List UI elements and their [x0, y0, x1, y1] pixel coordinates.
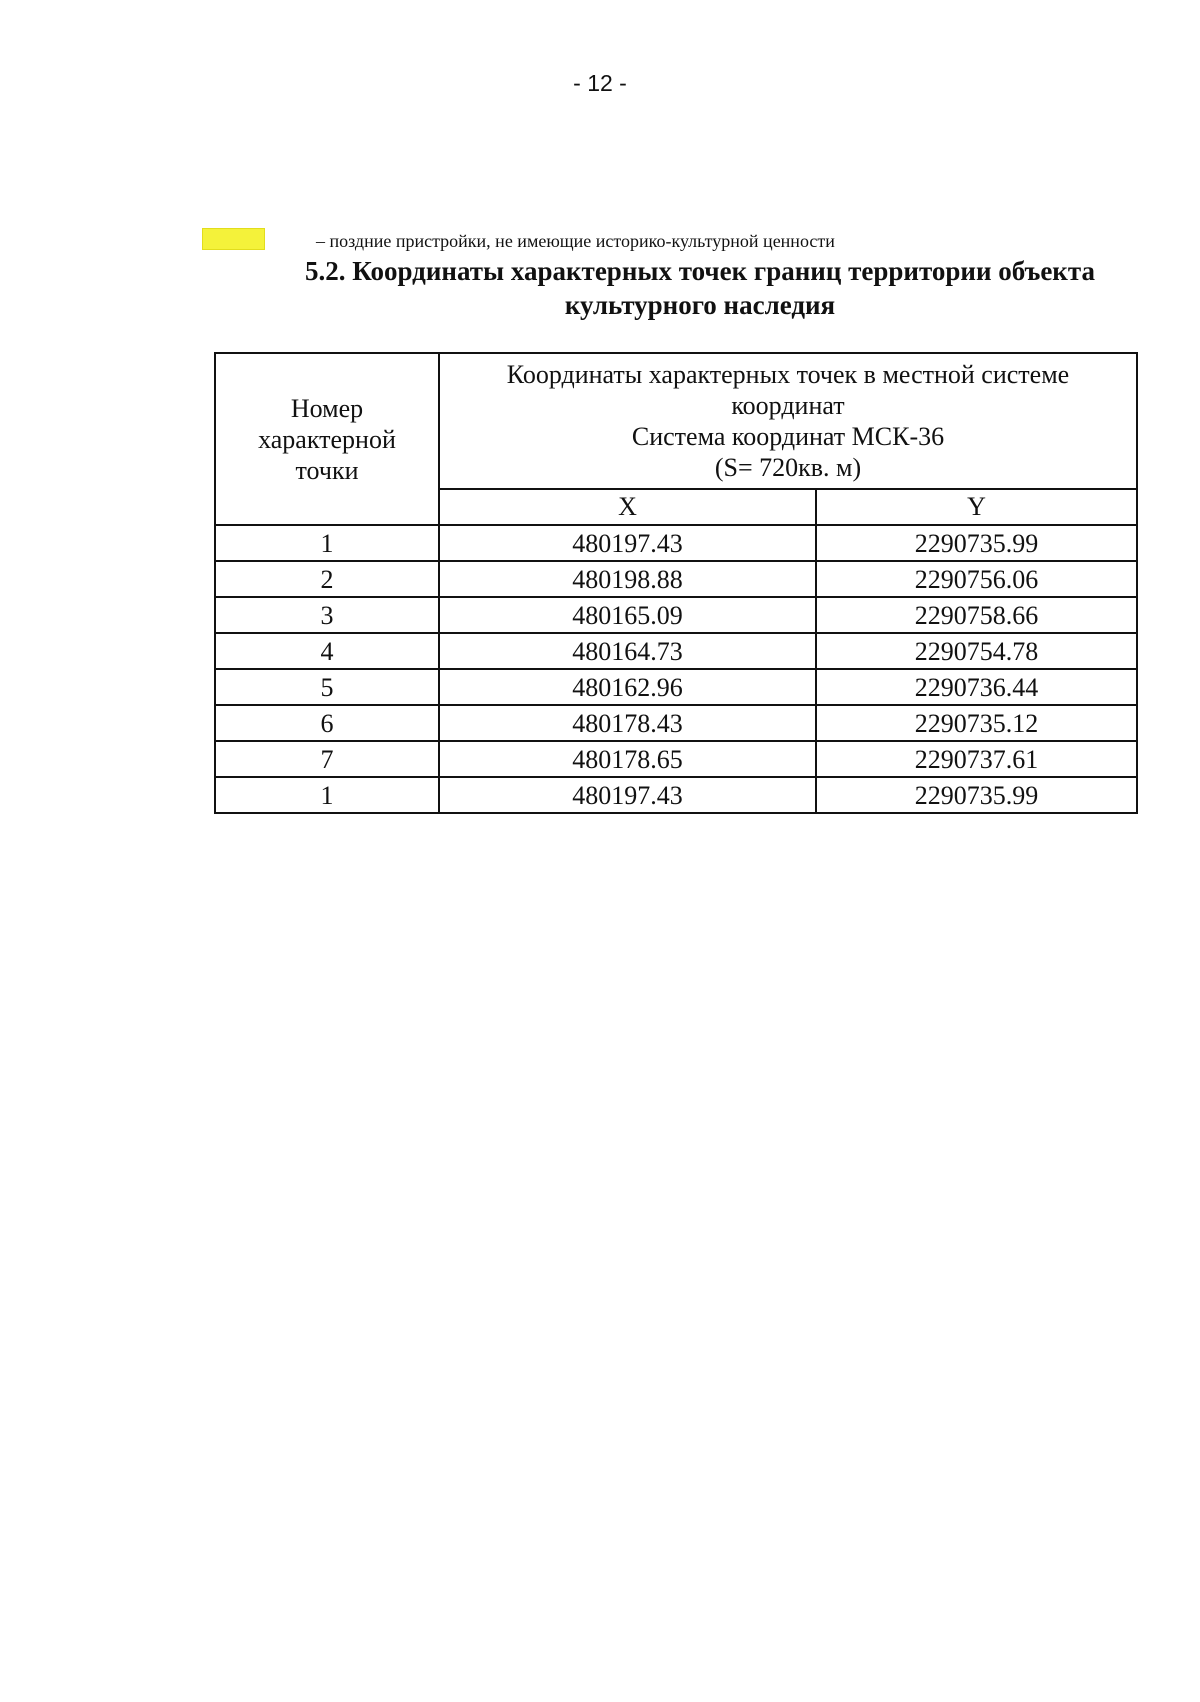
cell-point-number: 2 — [215, 561, 439, 597]
cell-x: 480178.65 — [439, 741, 816, 777]
cell-y: 2290758.66 — [816, 597, 1137, 633]
cell-point-number: 5 — [215, 669, 439, 705]
legend-swatch-yellow — [202, 228, 265, 250]
section-title-line2: культурного наследия — [564, 290, 836, 320]
cell-point-number: 6 — [215, 705, 439, 741]
cell-y: 2290735.12 — [816, 705, 1137, 741]
cell-y: 2290736.44 — [816, 669, 1137, 705]
header-point-number-line1: Номер — [290, 393, 364, 423]
section-title-line1: 5.2. Координаты характерных точек границ территории объекта — [305, 256, 1095, 286]
cell-y: 2290735.99 — [816, 525, 1137, 561]
table-row — [215, 561, 1137, 597]
cell-point-number: 3 — [215, 597, 439, 633]
cell-y: 2290756.06 — [816, 561, 1137, 597]
cell-x: 480197.43 — [439, 525, 816, 561]
table-row — [215, 705, 1137, 741]
table-row — [215, 633, 1137, 669]
section-title — [240, 254, 1160, 322]
cell-y: 2290754.78 — [816, 633, 1137, 669]
cell-x: 480164.73 — [439, 633, 816, 669]
header-point-number-line3: точки — [295, 455, 359, 485]
legend-text: – поздние пристройки, не имеющие историко-культурной ценности — [316, 231, 835, 251]
cell-x: 480197.43 — [439, 777, 816, 813]
legend-row — [202, 228, 1002, 252]
header-system-line4: (S= 720кв. м) — [714, 452, 862, 482]
cell-y: 2290735.99 — [816, 777, 1137, 813]
cell-point-number: 4 — [215, 633, 439, 669]
header-col-x: X — [439, 489, 816, 525]
header-system-line2: координат — [731, 390, 845, 420]
cell-x: 480165.09 — [439, 597, 816, 633]
header-system-line1: Координаты характерных точек в местной системе — [506, 359, 1070, 389]
header-point-number — [215, 353, 439, 525]
cell-point-number: 1 — [215, 525, 439, 561]
cell-point-number: 7 — [215, 741, 439, 777]
table-header-row — [215, 353, 1137, 489]
table-row — [215, 669, 1137, 705]
table-row — [215, 777, 1137, 813]
cell-x: 480162.96 — [439, 669, 816, 705]
table-row — [215, 741, 1137, 777]
header-col-y: Y — [816, 489, 1137, 525]
header-coordinate-system — [439, 353, 1137, 489]
cell-y: 2290737.61 — [816, 741, 1137, 777]
table-row — [215, 525, 1137, 561]
cell-x: 480178.43 — [439, 705, 816, 741]
page-number: - 12 - — [573, 70, 627, 96]
table-row — [215, 597, 1137, 633]
cell-point-number: 1 — [215, 777, 439, 813]
cell-x: 480198.88 — [439, 561, 816, 597]
header-system-line3: Система координат МСК-36 — [631, 421, 945, 451]
coordinates-table — [214, 352, 1138, 814]
header-point-number-line2: характерной — [258, 424, 396, 454]
